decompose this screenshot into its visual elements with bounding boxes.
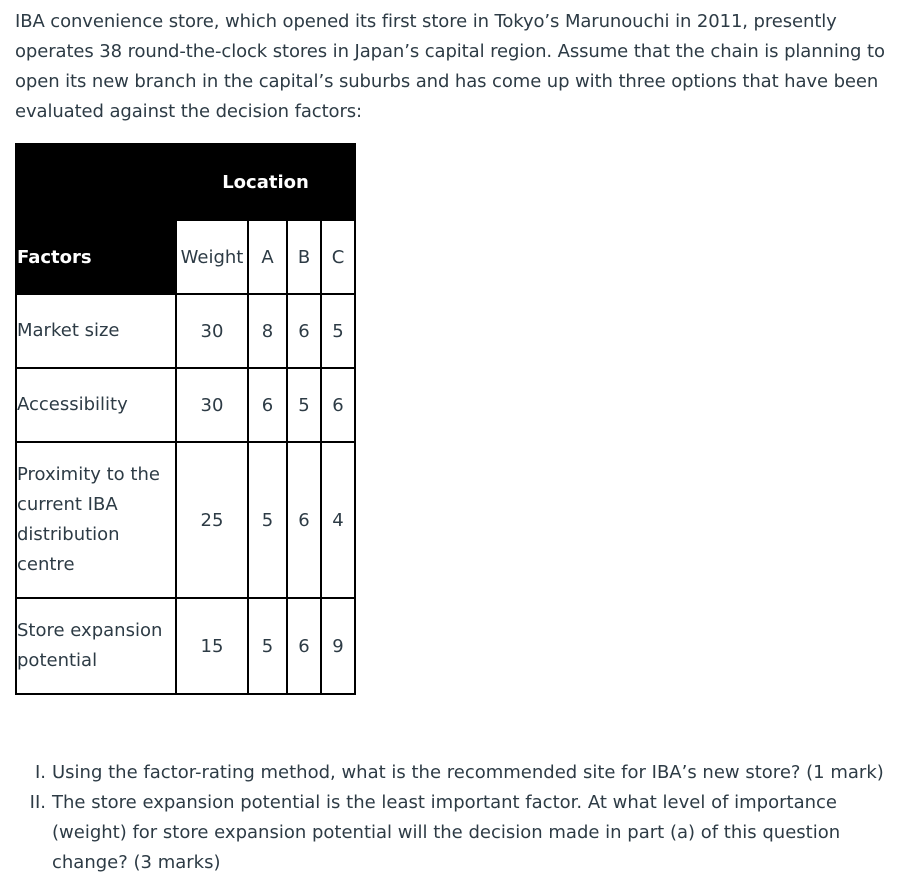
question-text: The store expansion potential is the least important factor. At what level of importance (weight) for store expansion potential will the decision made in part (a) of this question change? (3 marks) — [52, 792, 841, 873]
weight-cell: 25 — [176, 442, 248, 598]
score-b-cell: 6 — [287, 598, 321, 694]
score-c-cell: 5 — [321, 294, 355, 368]
intro-paragraph: IBA convenience store, which opened its first store in Tokyo’s Marunouchi in 2011, presently operates 38 round-the-clock stores in Japan’s capital region. Assume that the chain is planning to open its new branch in the capital’s suburbs and has come up with three options that have been evaluated against the decision factors: — [15, 11, 885, 122]
score-b-cell: 6 — [287, 442, 321, 598]
factor-rating-table — [15, 143, 356, 695]
score-a-cell: 6 — [248, 368, 287, 442]
weight-header: Weight — [176, 220, 248, 294]
table-row — [16, 598, 355, 694]
factor-cell: Accessibility — [16, 368, 176, 442]
score-c-cell: 6 — [321, 368, 355, 442]
location-header: Location — [176, 144, 355, 220]
score-a-cell: 5 — [248, 442, 287, 598]
table-header-row-columns — [16, 220, 355, 294]
score-a-cell: 5 — [248, 598, 287, 694]
question-item — [22, 788, 888, 878]
location-b-header: B — [287, 220, 321, 294]
factor-cell: Proximity to the current IBA distribution centre — [16, 442, 176, 598]
question-item — [22, 758, 888, 788]
factor-cell: Store expansion potential — [16, 598, 176, 694]
location-c-header: C — [321, 220, 355, 294]
weight-cell: 15 — [176, 598, 248, 694]
score-b-cell: 6 — [287, 294, 321, 368]
table-row — [16, 368, 355, 442]
location-a-header: A — [248, 220, 287, 294]
score-c-cell: 9 — [321, 598, 355, 694]
table-row — [16, 294, 355, 368]
factor-cell: Market size — [16, 294, 176, 368]
table-corner-cell — [16, 144, 176, 220]
question-text: Using the factor-rating method, what is the recommended site for IBA’s new store? (1 mark) — [52, 762, 884, 783]
question-marker: I. — [34, 762, 46, 783]
question-list — [22, 758, 888, 878]
weight-cell: 30 — [176, 294, 248, 368]
score-b-cell: 5 — [287, 368, 321, 442]
score-a-cell: 8 — [248, 294, 287, 368]
table-row — [16, 442, 355, 598]
factors-header: Factors — [16, 220, 176, 294]
score-c-cell: 4 — [321, 442, 355, 598]
weight-cell: 30 — [176, 368, 248, 442]
table-header-row-location — [16, 144, 355, 220]
question-marker: II. — [29, 792, 46, 813]
